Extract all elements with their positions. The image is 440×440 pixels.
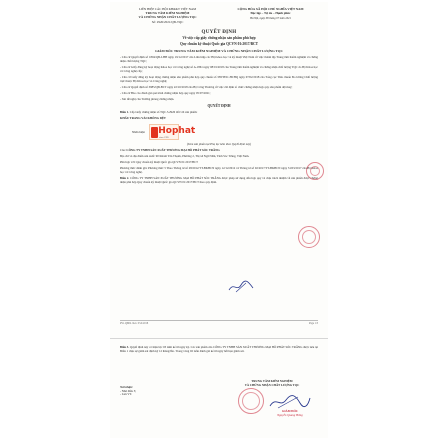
official-stamp-icon <box>306 162 324 180</box>
org-name-1: TRUNG TÂM KIỂM NGHIỆM <box>145 11 190 15</box>
basis-item: - Căn cứ Giấy đăng ký hoạt động Khoa học và Công nghệ số A-1861 ngày 08/01/2018 của Trung tâm Kiểm nghiệm và chứng nhận chất lượng TQC do Bộ Khoa học và Công nghệ cấp; <box>120 65 318 74</box>
org-company: CÔNG TY TNHH SẢN XUẤT THƯƠNG MẠI HỒ PHÁT SÓC TRĂNG <box>126 148 220 153</box>
basis-item: - Căn cứ Giấy đăng ký hoạt động chứng nhận sản phẩm phù hợp quy chuẩn số 338/TĐC-HCHQ ngày 07/02/2018 của Tổng cục Tiêu chuẩn Đo lường Chất lượng trực thuộc Bộ Khoa học và Công nghệ; <box>120 75 318 84</box>
page-number: Page 1/3 <box>308 322 318 325</box>
article-2-text: CÔNG TY TNHH SẢN XUẤT THƯƠNG MẠI HỒ PHÁT SÓC TRĂNG được phép sử dụng dấu hợp quy và chịu trách nhiệm về sản phẩm được chứng nhận phù hợp Quy chuẩn kỹ thuật Quốc gia QCVN 01:2017/BCT theo quy định. <box>120 176 319 185</box>
decision-subtitle-1: Về việc cấp giấy chứng nhận sản phẩm phù hợp <box>182 36 256 40</box>
basis-item: - Căn cứ Quyết định số 1804/QĐ-LHH ngày 19/12/2017 của Liên hiệp các Hội khoa học và kỹ thuật Việt Nam về việc thành lập Trung tâm Kiểm nghiệm và chứng nhận chất lượng TQC; <box>120 55 318 64</box>
basis-item: - Căn cứ Báo cáo đánh giá quá trình chứng nhận hợp quy ngày 05/07/2021; <box>120 91 211 96</box>
form-code: PS1.QĐ02. Rev. 03.9.2018 <box>120 322 149 325</box>
article-3-label: Điều 3. <box>120 345 130 349</box>
logo-text: Hophat <box>158 126 196 137</box>
article-2-label: Điều 2. <box>120 176 130 181</box>
assessment-method: Phương thức đánh giá: Phương thức 5 Theo Thông tư số 28/2012/TT-BKHCN ngày 12/12/2012 và Thông tư số 02/2017/TT-BKHCN ngày 31/03/2017 của Bộ Khoa học và Công nghệ. <box>120 166 318 175</box>
sign-org-1: TRUNG TÂM KIỂM NGHIỆM <box>251 379 293 383</box>
sign-name: Nguyễn Quang Hưng <box>277 412 303 417</box>
logo-subtext: since 1995 <box>159 137 169 140</box>
header-left <box>120 7 215 24</box>
official-stamp-icon <box>298 226 320 248</box>
issue-date: Hà Nội, ngày 08 tháng 07 năm 2021 <box>250 17 291 20</box>
recipient-item: - Như điều 3; <box>120 388 137 393</box>
document-page-2 <box>110 338 328 438</box>
decision-subtitle-2: Quy chuẩn kỹ thuật Quốc gia QCVN 01:2017/BCT <box>180 41 258 46</box>
basis-item: - Căn cứ Quyết định số 3985/QĐ-BCT ngày 22/10/2018 của Bộ Công Thương về việc chỉ định tổ chức chứng nhận hợp quy sản phẩm dệt may; <box>120 85 293 90</box>
basis-item: - Xét đề nghị của Trưởng phòng chứng nhận. <box>120 97 175 102</box>
org-label: Của: <box>120 148 126 153</box>
org-parent: LIÊN HIỆP CÁC HỘI KH&KT VIỆT NAM <box>138 7 197 11</box>
decision-number: Số: 2926/2021/QĐ-TQC <box>151 20 184 24</box>
initial-signature-icon <box>228 280 254 294</box>
article-1-label: Điều 1. <box>120 110 129 115</box>
sign-org-2: VÀ CHỨNG NHẬN CHẤT LƯỢNG TQC <box>244 382 300 387</box>
decision-authority: GIÁM ĐỐC TRUNG TÂM KIỂM NGHIỆM VÀ CHỨNG NHẬN CHẤT LƯỢNG TQC <box>155 49 283 54</box>
standard: Phù hợp với: Quy chuẩn kỹ thuật Quốc gia QCVN 01:2017/BCT <box>120 160 199 165</box>
document-header <box>120 7 318 24</box>
brand-logo <box>149 124 196 140</box>
article-1-text: Cấp Giấy chứng nhận số TQC.5.2926 đối với sản phẩm: <box>129 110 198 115</box>
basis-list <box>120 55 318 101</box>
org-line <box>120 148 318 152</box>
director-signature-icon <box>268 394 312 410</box>
document-sheet <box>110 2 328 438</box>
type-note: (Xem sản phẩm tại Phụ lục kèm theo Quyết định này) <box>186 142 252 147</box>
director-block <box>260 410 320 418</box>
page-footer <box>120 320 318 325</box>
sign-title: GIÁM ĐỐC <box>282 409 298 413</box>
recipient-item: - Lưu VT. <box>120 392 132 397</box>
article-2 <box>120 176 318 184</box>
article-3-text: Quyết định này có hiệu lực 03 năm kể từ ngày ký. Các sản phẩm của CÔNG TY TNHH SẢN XUẤT THƯƠNG MẠI HỒ PHÁT SÓC TRĂNG được nêu tại Điều 1 chịu sự giám sát định kỳ 12 tháng/lần. Trong vòng 02 tuần đánh giá kể từ ngày hết hạn giám sát. <box>120 345 319 353</box>
article-1 <box>120 110 318 114</box>
document-page-1 <box>110 2 328 334</box>
brand-label: Nhãn hiệu: <box>132 130 146 135</box>
decide-heading: QUYẾT ĐỊNH <box>207 104 231 109</box>
country-name: CỘNG HÒA XÃ HỘI CHỦ NGHĨA VIỆT NAM <box>237 7 304 11</box>
article-3 <box>120 345 318 353</box>
recipients-label: Nơi nhận: <box>120 385 133 389</box>
decision-title: QUYẾT ĐỊNH <box>201 30 237 35</box>
address: Địa chỉ và địa điểm sản xuất: 90 Khóm Tân Thạnh, Phường 2, Thị xã Ngã Năm, Tỉnh Sóc Trăng, Việt Nam. <box>120 154 250 159</box>
header-right <box>223 7 318 24</box>
recipients-block <box>120 386 136 397</box>
product-name: KHẨU TRANG VẢI KHÔNG DỆT <box>120 116 166 121</box>
country-motto: Độc lập – Tự do – Hạnh phúc <box>250 11 291 15</box>
brand-row <box>120 124 318 140</box>
logo-mark-icon <box>151 127 158 138</box>
signature-block <box>222 380 322 388</box>
org-name-2: VÀ CHỨNG NHẬN CHẤT LƯỢNG TQC <box>138 15 197 19</box>
